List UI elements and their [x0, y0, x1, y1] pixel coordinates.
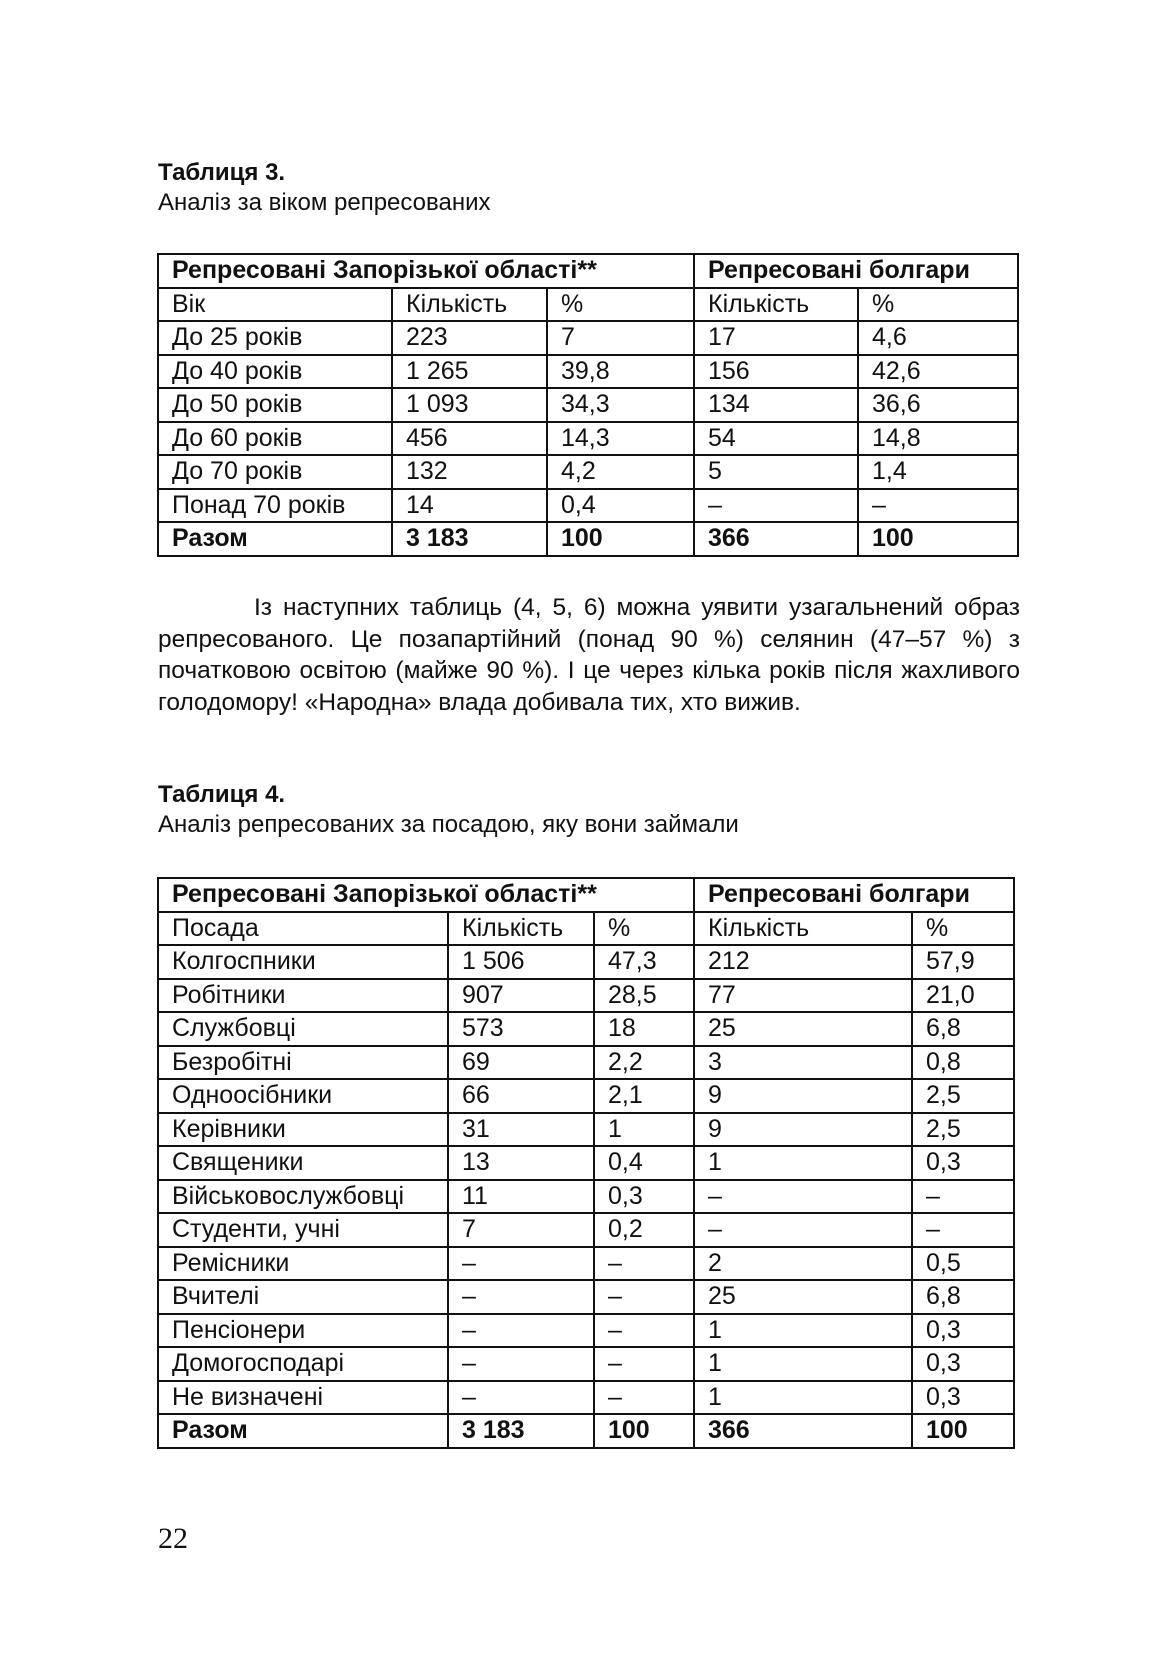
table-cell: 573: [448, 1012, 594, 1046]
table-cell: 0,4: [594, 1146, 694, 1180]
table-cell: –: [594, 1280, 694, 1314]
table-cell: 0,5: [912, 1247, 1014, 1281]
group-header-row: [158, 254, 1018, 288]
total-cell: 100: [594, 1414, 694, 1448]
table-cell: До 25 років: [158, 321, 392, 355]
table-cell: 9: [694, 1113, 912, 1147]
table-cell: 36,6: [858, 388, 1018, 422]
table-cell: 2: [694, 1247, 912, 1281]
table-cell: 2,5: [912, 1079, 1014, 1113]
table-cell: 1 506: [448, 945, 594, 979]
table3-title: Таблиця 3.: [158, 159, 286, 186]
table4-subtitle: Аналіз репресованих за посадою, яку вони займали: [158, 811, 739, 838]
table-cell: 1: [694, 1314, 912, 1348]
group-header-row: [158, 878, 1014, 912]
table-row: [158, 388, 1018, 422]
table-row: [158, 455, 1018, 489]
table-cell: 13: [448, 1146, 594, 1180]
table-cell: Колгоспники: [158, 945, 448, 979]
table-cell: 77: [694, 979, 912, 1013]
table-cell: –: [694, 1213, 912, 1247]
table-cell: 54: [694, 422, 858, 456]
table-row: [158, 945, 1014, 979]
table-cell: –: [912, 1213, 1014, 1247]
column-header: %: [858, 288, 1018, 322]
table-cell: 0,2: [594, 1213, 694, 1247]
position-table: [157, 877, 1015, 1449]
page-number: 22: [158, 1522, 188, 1555]
table-cell: 2,2: [594, 1046, 694, 1080]
table-cell: 66: [448, 1079, 594, 1113]
table-cell: 28,5: [594, 979, 694, 1013]
table-row: [158, 422, 1018, 456]
table-cell: 1: [694, 1347, 912, 1381]
table-cell: 1 093: [392, 388, 547, 422]
table-cell: 25: [694, 1012, 912, 1046]
table-cell: 47,3: [594, 945, 694, 979]
table-cell: 0,3: [912, 1146, 1014, 1180]
total-cell: 100: [547, 522, 694, 556]
table-cell: 6,8: [912, 1280, 1014, 1314]
table3-subtitle: Аналіз за віком репресованих: [158, 189, 491, 216]
table-cell: Священики: [158, 1146, 448, 1180]
table-cell: 7: [547, 321, 694, 355]
table-cell: 0,8: [912, 1046, 1014, 1080]
table-cell: 2,5: [912, 1113, 1014, 1147]
table-cell: До 50 років: [158, 388, 392, 422]
column-header: Посада: [158, 912, 448, 946]
group-header-right: Репресовані болгари: [694, 254, 1018, 288]
table-cell: 0,3: [912, 1314, 1014, 1348]
group-header-right: Репресовані болгари: [694, 878, 1014, 912]
table-row: [158, 1314, 1014, 1348]
table-cell: 57,9: [912, 945, 1014, 979]
column-header: Вік: [158, 288, 392, 322]
column-header: %: [547, 288, 694, 322]
column-header-row: [158, 912, 1014, 946]
table-cell: –: [594, 1381, 694, 1415]
table-cell: 7: [448, 1213, 594, 1247]
table-cell: –: [448, 1314, 594, 1348]
table-cell: 0,3: [912, 1347, 1014, 1381]
column-header: Кількість: [392, 288, 547, 322]
table-cell: 1: [694, 1146, 912, 1180]
table-cell: Пенсіонери: [158, 1314, 448, 1348]
table-cell: До 70 років: [158, 455, 392, 489]
total-cell: 3 183: [448, 1414, 594, 1448]
table-cell: 39,8: [547, 355, 694, 389]
column-header: Кількість: [694, 288, 858, 322]
table-cell: 2,1: [594, 1079, 694, 1113]
table-cell: 5: [694, 455, 858, 489]
table-cell: –: [448, 1247, 594, 1281]
table-cell: 3: [694, 1046, 912, 1080]
table-cell: Понад 70 років: [158, 489, 392, 523]
column-header: %: [594, 912, 694, 946]
total-row: [158, 1414, 1014, 1448]
group-header-left: Репресовані Запорізької області**: [158, 878, 694, 912]
table-cell: 0,3: [594, 1180, 694, 1214]
table-row: [158, 321, 1018, 355]
table-row: [158, 1280, 1014, 1314]
table-cell: –: [912, 1180, 1014, 1214]
table-cell: До 40 років: [158, 355, 392, 389]
table-cell: Не визначені: [158, 1381, 448, 1415]
table-cell: 1: [694, 1381, 912, 1415]
table-cell: 14,3: [547, 422, 694, 456]
table-cell: 156: [694, 355, 858, 389]
table-row: [158, 1381, 1014, 1415]
table-cell: 14: [392, 489, 547, 523]
table-cell: –: [594, 1347, 694, 1381]
table-cell: 34,3: [547, 388, 694, 422]
table-row: [158, 489, 1018, 523]
table-cell: Керівники: [158, 1113, 448, 1147]
age-table: [157, 253, 1019, 557]
table-cell: Військовослужбовці: [158, 1180, 448, 1214]
table-cell: 907: [448, 979, 594, 1013]
table-cell: –: [448, 1280, 594, 1314]
total-cell: Разом: [158, 522, 392, 556]
table-cell: –: [694, 489, 858, 523]
table-cell: 134: [694, 388, 858, 422]
body-paragraph: [158, 592, 1020, 718]
column-header-row: [158, 288, 1018, 322]
table-cell: 1,4: [858, 455, 1018, 489]
table4-caption: [158, 780, 739, 840]
table-cell: 42,6: [858, 355, 1018, 389]
table-cell: Безробітні: [158, 1046, 448, 1080]
table-cell: 132: [392, 455, 547, 489]
table4-title: Таблиця 4.: [158, 781, 286, 808]
table-cell: –: [594, 1247, 694, 1281]
table-cell: 1 265: [392, 355, 547, 389]
table-cell: 1: [594, 1113, 694, 1147]
table-cell: Службовці: [158, 1012, 448, 1046]
column-header: Кількість: [694, 912, 912, 946]
column-header: %: [912, 912, 1014, 946]
table-cell: 212: [694, 945, 912, 979]
table-row: [158, 979, 1014, 1013]
total-cell: 366: [694, 1414, 912, 1448]
column-header: Кількість: [448, 912, 594, 946]
total-row: [158, 522, 1018, 556]
position-table-body: [158, 878, 1014, 1448]
age-table-body: [158, 254, 1018, 556]
table-cell: Вчителі: [158, 1280, 448, 1314]
table-cell: Ремісники: [158, 1247, 448, 1281]
table-cell: –: [594, 1314, 694, 1348]
table-cell: 31: [448, 1113, 594, 1147]
table-row: [158, 355, 1018, 389]
table-cell: –: [858, 489, 1018, 523]
table-cell: –: [448, 1381, 594, 1415]
table-row: [158, 1347, 1014, 1381]
table-row: [158, 1180, 1014, 1214]
total-cell: 100: [912, 1414, 1014, 1448]
table-cell: Робітники: [158, 979, 448, 1013]
table-cell: 18: [594, 1012, 694, 1046]
group-header-left: Репресовані Запорізької області**: [158, 254, 694, 288]
table-cell: 456: [392, 422, 547, 456]
table-cell: 25: [694, 1280, 912, 1314]
table-cell: 6,8: [912, 1012, 1014, 1046]
table-cell: 11: [448, 1180, 594, 1214]
table-row: [158, 1079, 1014, 1113]
total-cell: 100: [858, 522, 1018, 556]
total-cell: 3 183: [392, 522, 547, 556]
table-row: [158, 1046, 1014, 1080]
table-cell: Домогосподарі: [158, 1347, 448, 1381]
table-cell: 17: [694, 321, 858, 355]
table-cell: 0,3: [912, 1381, 1014, 1415]
table-cell: –: [694, 1180, 912, 1214]
table-cell: 4,2: [547, 455, 694, 489]
table-cell: 4,6: [858, 321, 1018, 355]
table-cell: 9: [694, 1079, 912, 1113]
table-cell: Студенти, учні: [158, 1213, 448, 1247]
table-cell: 223: [392, 321, 547, 355]
total-cell: Разом: [158, 1414, 448, 1448]
table-cell: 21,0: [912, 979, 1014, 1013]
table-row: [158, 1113, 1014, 1147]
table-row: [158, 1146, 1014, 1180]
table-cell: Одноосібники: [158, 1079, 448, 1113]
table-row: [158, 1247, 1014, 1281]
total-cell: 366: [694, 522, 858, 556]
table-cell: 14,8: [858, 422, 1018, 456]
table-cell: 69: [448, 1046, 594, 1080]
paragraph-text: Із наступних таблиць (4, 5, 6) можна уявити узагальнений образ репресованого. Це позапартійний (понад 90 %) селянин (47–57 %) з початковою освітою (майже 90 %). І це через кілька років після жахливого голодомору! «Народна» влада добивала тих, хто вижив.: [158, 594, 1020, 716]
table3-caption: [158, 158, 491, 218]
table-row: [158, 1213, 1014, 1247]
table-cell: –: [448, 1347, 594, 1381]
table-cell: 0,4: [547, 489, 694, 523]
table-row: [158, 1012, 1014, 1046]
table-cell: До 60 років: [158, 422, 392, 456]
